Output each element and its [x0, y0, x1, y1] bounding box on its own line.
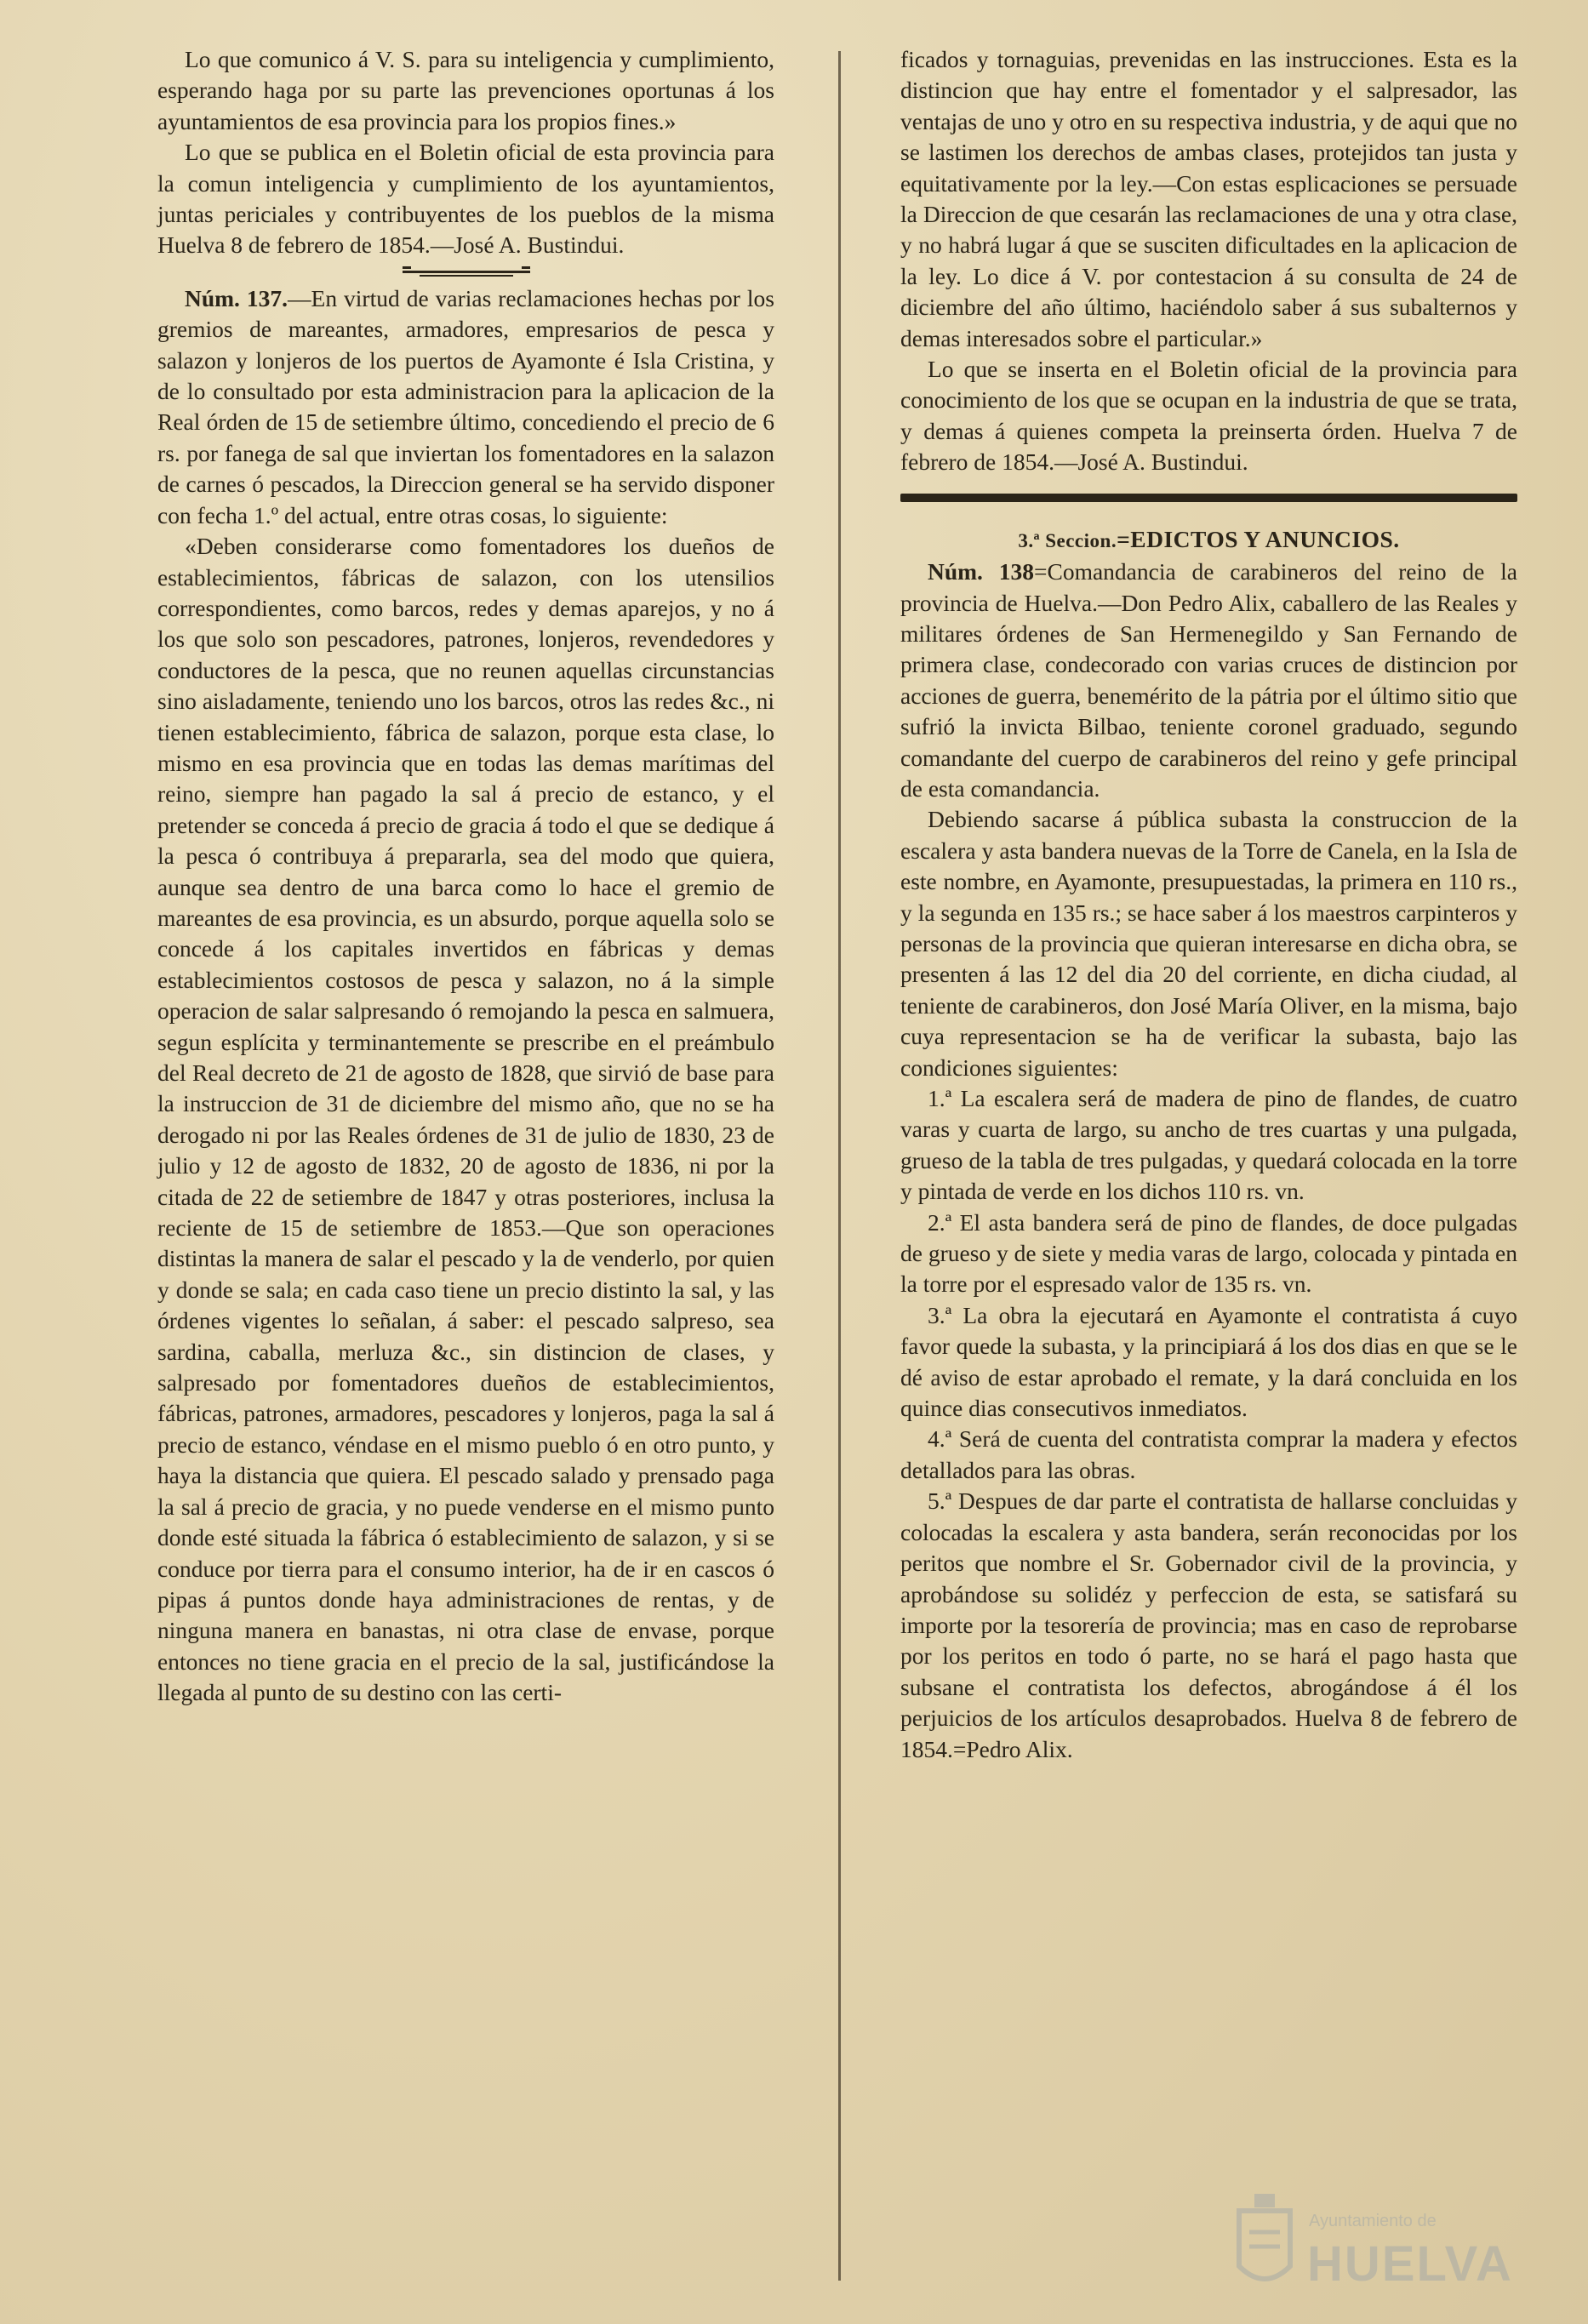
section-rule	[900, 494, 1517, 502]
right-paragraph-2: Lo que se inserta en el Boletin oficial de la provincia para conocimiento de los que se ocupan en la industria de que se trata, y demas á quienes competa la preinserta órden. Huelva 7 de febrero de 1854.—José A. Bustindui.	[900, 356, 1517, 476]
watermark-line-1: Ayuntamiento de	[1309, 2212, 1437, 2230]
column-divider	[838, 51, 841, 2281]
article-138-text: =Comandancia de carabineros del reino de la provincia de Huelva.—Don Pedro Alix, caballero de las Reales y militares órdenes de San Hermenegildo y San Fernando de primera clase, condecorado con varias cruces de distincion por acciones de guerra, benemérito de la pátria por el último sitio que sufrió la invicta Bilbao, teniente coronel graduado, segundo comandante del cuerpo de carabineros del reino y gefe principal de esta comandancia.	[900, 558, 1518, 802]
ornament-divider-icon	[403, 266, 530, 280]
crest-icon	[1239, 2194, 1290, 2279]
condition-2: 2.ª El asta bandera será de pino de flandes, de doce pulgadas de grueso y de siete y media varas de largo, colocada y pintada en la torre por el espresado valor de 135 rs. vn.	[900, 1208, 1517, 1298]
left-column	[157, 44, 774, 1709]
article-number-137: Núm. 137.	[185, 284, 288, 311]
condition-3: 3.ª La obra la ejecutará en Ayamonte el contratista á cuyo favor quede la subasta, y la principiará á los dos dias en que se le dé aviso de estar aprobado el remate, y la dará concluida en los quince dias consecutivos inmediatos.	[900, 1301, 1517, 1422]
condition-4: 4.ª Será de cuenta del contratista comprar la madera y efectos detallados para las obras.	[900, 1425, 1517, 1483]
left-paragraph-3	[157, 283, 774, 531]
left-paragraph-4: «Deben considerarse como fomentadores los dueños de establecimientos, fábricas de salazon, con los utensilios correspondientes, como barcos, redes y demas aparejos, y no á los que solo son pescadores, patrones, lonjeros, revendedores y conductores de la pesca, que no reunen aquellas circunstancias sino aisladamente, teniendo uno los barcos, otros las redes &c., ni tienen establecimiento, fábrica de salazon, porque esta clase, lo mismo en esa provincia que en todas las demas marítimas del reino, siempre han pagado la sal á precio de estanco, y el pretender se conceda á precio de gracia á todo el que se dedique á la pesca ó contribuya á prepararla, sea del modo que quiera, aunque sea dentro de una barca como lo hace el gremio de mareantes de esa provincia, es un absurdo, porque aquella solo se concede á los capitales invertidos en fábricas y demas establecimientos costosos de pesca y salazon, no á la simple operacion de salar salpresando ó remojando la pesca en salmuera, segun esplícita y terminantemente se prescribe en el preámbulo del Real decreto de 21 de agosto de 1828, que sirvió de base para la instruccion de 31 de diciembre del mismo año, que no se ha derogado ni por las Reales órdenes de 31 de julio de 1830, 23 de julio y 12 de agosto de 1832, 20 de agosto de 1836, ni por la citada de 22 de setiembre de 1847 y otras posteriores, inclusa la reciente de 15 de setiembre de 1853.—Que son operaciones distintas la manera de salar el pescado y la de venderlo, por quien y donde se sala; en cada caso tiene un precio distinto la sal, y las órdenes vigentes lo señalan, á saber: el pescado salpreso, sea sardina, caballa, merluza &c., sin distincion de clases, y salpresado por fomentadores dueños de establecimientos, fábricas, patrones, armadores, pescadores y lonjeros, paga la sal á precio de estanco, véndase en el mismo pueblo ó en otro punto, y haya la distancia que quiera. El pescado salado y prensado paga la sal á precio de gracia, y no puede venderse en el mismo punto donde esté situada la fábrica ó establecimiento de salazon, y si se conduce por tierra para el consumo interior, ha de ir en cascos ó pipas á puntos donde haya administraciones de rentas, y de ninguna manera en banastas, ni otra clase de envase, porque entonces no tiene gracia en el precio de la sal, justificándose la llegada al punto de su destino con las certi-	[157, 533, 774, 1706]
right-column	[900, 44, 1517, 1765]
left-paragraph-2: Lo que se publica en el Boletin oficial de esta provincia para la comun inteligencia y cumplimiento de los ayuntamientos, juntas periciales y contribuyentes de los pueblos de la misma Huelva 8 de febrero de 1854.—José A. Bustindui.	[157, 139, 774, 259]
left-paragraph-1: Lo que comunico á V. S. para su inteligencia y cumplimiento, esperando haga por su parte las prevenciones oportunas á los ayuntamientos de esa provincia para los propios fines.»	[157, 46, 774, 134]
section-heading	[900, 524, 1517, 557]
section-title: =EDICTOS Y ANUNCIOS.	[1117, 525, 1400, 552]
condition-5: 5.ª Despues de dar parte el contratista de hallarse concluidas y colocadas la escalera y asta bandera, serán reconocidas por los peritos que nombre el Sr. Gobernador civil de la provincia, y aprobándose su solidéz y perfeccion de esta, se satisfará su importe por la tesorería de provincia; mas en caso de reprobarse por los peritos en todo ó parte, no se hará el pago hasta que subsane el contratista los defectos, abrogándose á él los perjuicios de los artículos desaprobados. Huelva 8 de febrero de 1854.=Pedro Alix.	[900, 1487, 1517, 1762]
condition-1: 1.ª La escalera será de madera de pino de flandes, de cuatro varas y cuarta de largo, su ancho de tres cuartas y una pulgada, grueso de la tabla de tres pulgadas, y quedará colocada en la torre y pintada de verde en los dichos 110 rs. vn.	[900, 1085, 1517, 1205]
section-prefix: 3.ª Seccion.	[1018, 529, 1117, 551]
watermark-line-2: HUELVA	[1307, 2236, 1513, 2292]
article-number-138: Núm. 138	[928, 558, 1034, 585]
right-paragraph-3	[900, 557, 1517, 804]
right-paragraph-1: ficados y tornaguias, prevenidas en las instrucciones. Esta es la distincion que hay entre el fomentador y el salpresador, las ventajas de uno y otro en su respectiva industria, y de aqui que no se lastimen los derechos de ambas clases, protejidos tan justa y equitativamente por la ley.—Con estas esplicaciones se persuade la Direccion de que cesarán las reclamaciones de una y otra clase, y no habrá lugar á que se susciten dificultades en la aplicacion de la ley. Lo dice á V. por contestacion á su consulta de 24 de diciembre del año último, haciéndolo saber á sus subalternos y demas interesados sobre el particular.»	[900, 46, 1517, 351]
right-paragraph-4: Debiendo sacarse á pública subasta la construccion de la escalera y asta bandera nuevas de la Torre de Canela, en la Isla de este nombre, en Ayamonte, presupuestadas, la primera en 110 rs., y la segunda en 135 rs.; se hace saber á los maestros carpinteros y personas de la provincia que quieran interesarse en dicha obra, se presenten á las 12 del dia 20 del corriente, en dicha ciudad, al teniente de carabineros, don José María Oliver, en la misma, bajo cuya representacion se ha de verificar la subasta, bajo las condiciones siguientes:	[900, 806, 1517, 1081]
article-137-text: —En virtud de varias reclamaciones hechas por los gremios de mareantes, armadores, empresarios de pesca y salazon y lonjeros de los puertos de Ayamonte é Isla Cristina, y de lo consultado por esta administracion para la aplicacion de la Real órden de 15 de setiembre último, concediendo el precio de 6 rs. por fanega de sal que inviertan los fomentadores en la salazon de carnes ó pescados, la Direccion general se ha servido disponer con fecha 1.º del actual, entre otras cosas, lo siguiente:	[157, 284, 774, 528]
ayuntamiento-watermark	[1224, 2185, 1547, 2313]
